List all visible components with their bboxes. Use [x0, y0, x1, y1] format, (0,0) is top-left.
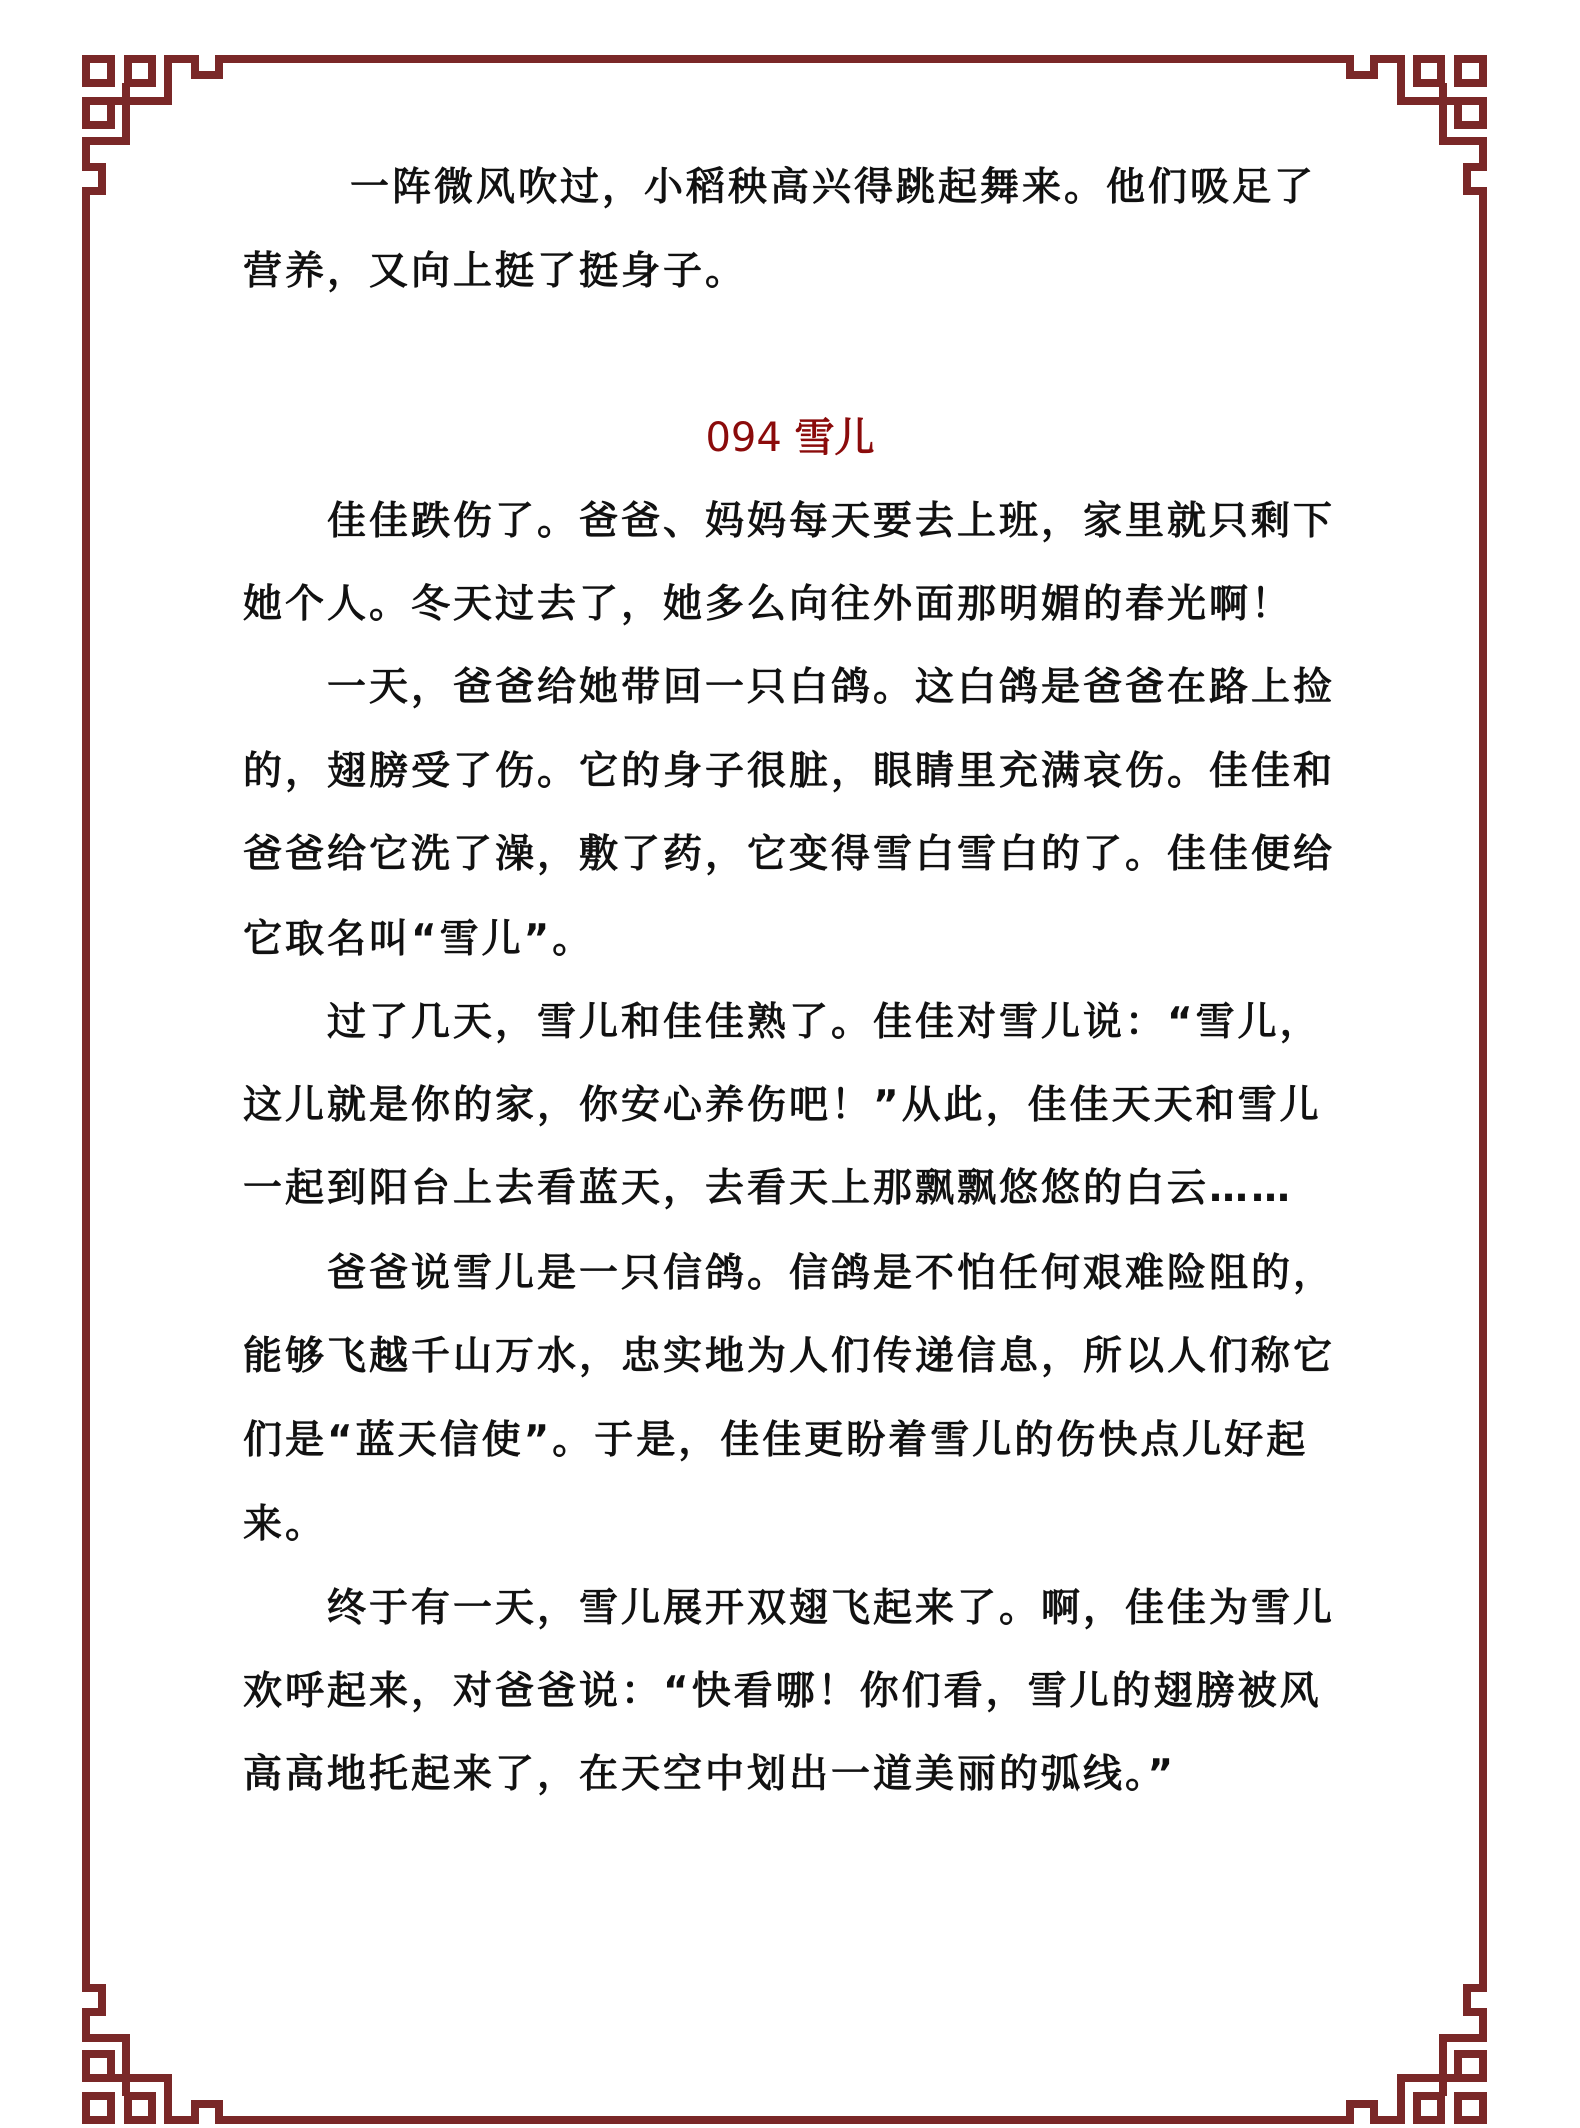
text-line: 欢呼起来，对爸爸说：“快看哪！你们看，雪儿的翅膀被风 — [243, 1669, 1322, 1714]
text-line: 过了几天，雪儿和佳佳熟了。佳佳对雪儿说：“雪儿， — [327, 1000, 1322, 1045]
text-line: 她个人。冬天过去了，她多么向往外面那明媚的春光啊！ — [243, 582, 1294, 627]
text-line: 终于有一天，雪儿展开双翅飞起来了。啊，佳佳为雪儿 — [327, 1586, 1336, 1631]
text-line: 它取名叫“雪儿”。 — [243, 917, 595, 962]
text-line: 一阵微风吹过，小稻秧高兴得跳起舞来。他们吸足了 — [350, 165, 1317, 210]
text-line: 这儿就是你的家，你安心养伤吧！”从此，佳佳天天和雪儿 — [243, 1083, 1322, 1128]
text-line: 佳佳跌伤了。爸爸、妈妈每天要去上班，家里就只剩下 — [327, 499, 1336, 544]
story-title — [0, 408, 1580, 468]
text-line: 爸爸给它洗了澡，敷了药，它变得雪白雪白的了。佳佳便给 — [243, 832, 1336, 877]
story-number: 094 — [705, 415, 782, 461]
text-line: 一起到阳台上去看蓝天，去看天上那飘飘悠悠的白云…… — [243, 1166, 1294, 1211]
story-title-text: 雪儿 — [794, 415, 875, 461]
text-line: 的，翅膀受了伤。它的身子很脏，眼睛里充满哀伤。佳佳和 — [243, 749, 1336, 794]
text-line: 一天，爸爸给她带回一只白鸽。这白鸽是爸爸在路上捡 — [327, 665, 1336, 710]
text-line: 高高地托起来了，在天空中划出一道美丽的弧线。” — [243, 1752, 1177, 1797]
text-line: 能够飞越千山万水，忠实地为人们传递信息，所以人们称它 — [243, 1334, 1336, 1379]
text-line: 来。 — [243, 1502, 328, 1547]
text-line: 营养，又向上挺了挺身子。 — [243, 249, 748, 294]
text-line: 爸爸说雪儿是一只信鸽。信鸽是不怕任何艰难险阻的， — [327, 1251, 1336, 1296]
text-line: 们是“蓝天信使”。于是，佳佳更盼着雪儿的伤快点儿好起 — [243, 1418, 1309, 1463]
